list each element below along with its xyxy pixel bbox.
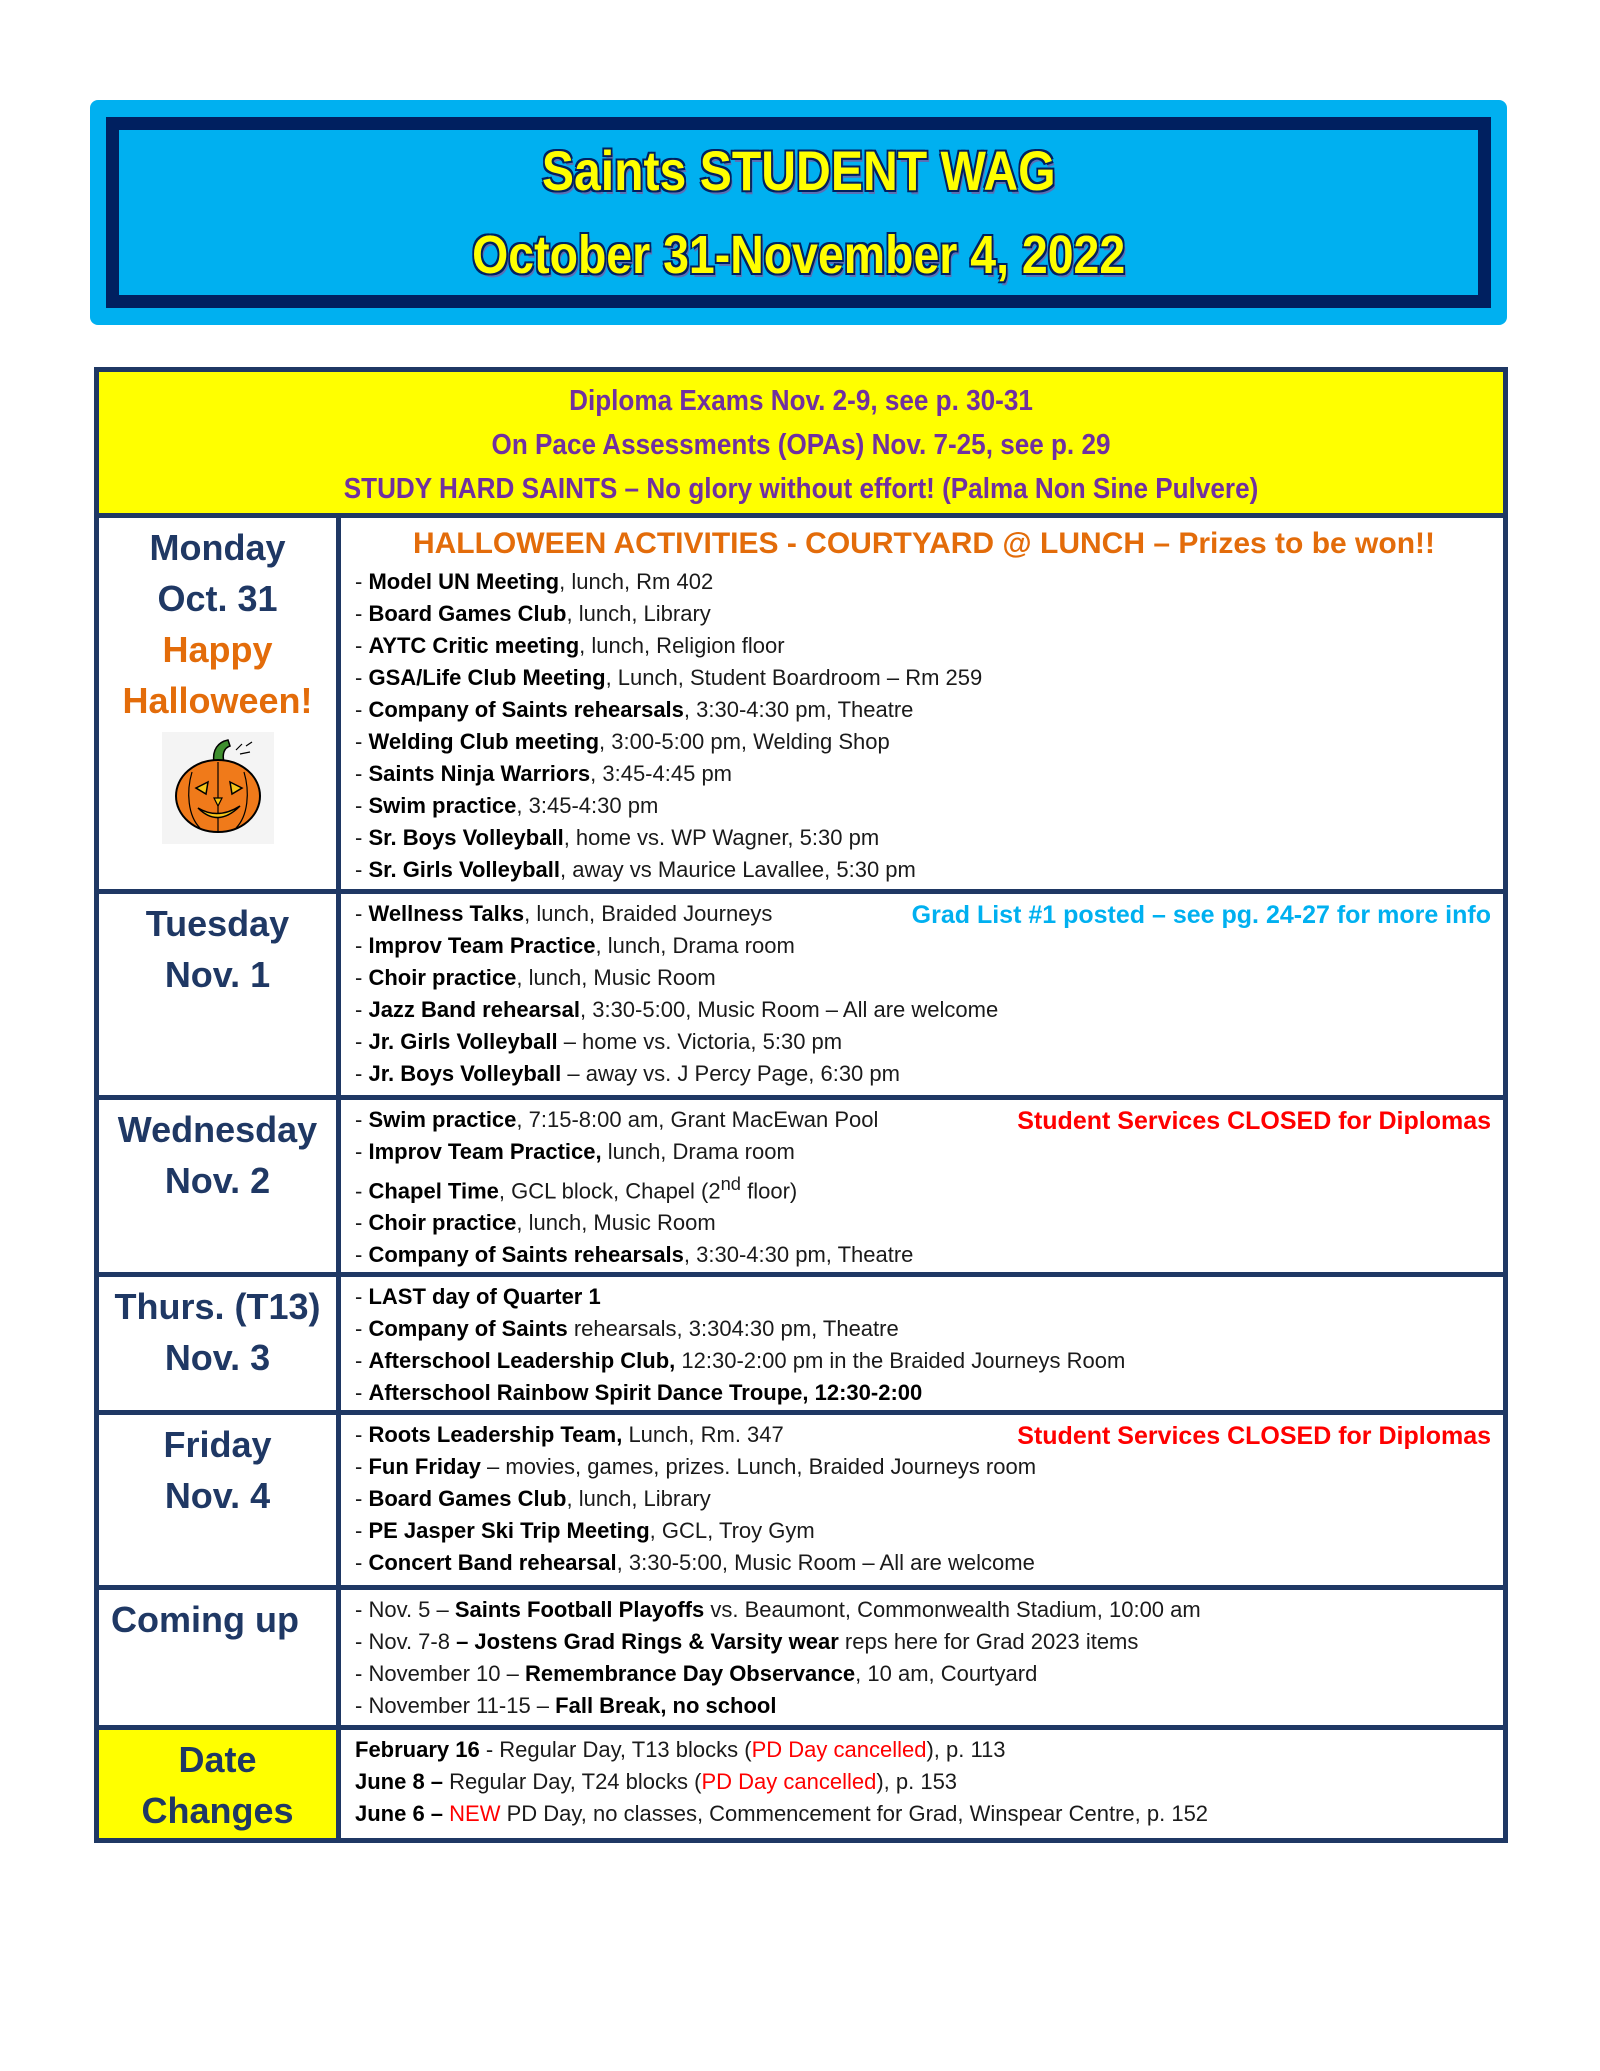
label-changes: Changes xyxy=(141,1790,294,1831)
list-item: - GSA/Life Club Meeting, Lunch, Student Boardroom – Rm 259 xyxy=(355,665,983,690)
list-item: - Company of Saints rehearsals, 3:30-4:30 pm, Theatre xyxy=(355,1242,914,1268)
list-item: - Afterschool Rainbow Spirit Dance Troupe, 12:30-2:00 xyxy=(355,1380,923,1405)
day-cell-monday xyxy=(99,518,341,889)
list-item: - Board Games Club, lunch, Library xyxy=(355,1486,711,1511)
activities-tuesday xyxy=(341,894,1503,1095)
day-cell-wednesday xyxy=(99,1100,341,1272)
row-wednesday xyxy=(99,1100,1503,1277)
date-changes-list xyxy=(341,1730,1503,1838)
week-dates: October 31-November 4, 2022 xyxy=(471,224,1126,285)
list-item: - Roots Leadership Team, Lunch, Rm. 347 xyxy=(355,1422,784,1447)
list-item: - Jazz Band rehearsal, 3:30-5:00, Music Room – All are welcome xyxy=(355,997,999,1022)
greeting-halloween: Halloween! xyxy=(122,680,313,721)
list-item: - Afterschool Leadership Club, 12:30-2:00 pm in the Braided Journeys Room xyxy=(355,1348,1126,1373)
activities-friday xyxy=(341,1415,1503,1585)
day-name: Monday xyxy=(149,527,286,568)
list-item: - Improv Team Practice, lunch, Drama room xyxy=(355,933,795,958)
list-item: - Swim practice, 3:45-4:30 pm xyxy=(355,793,659,818)
list-item: - Improv Team Practice, lunch, Drama room xyxy=(355,1139,795,1164)
row-monday xyxy=(99,518,1503,894)
student-services-closed-note: Student Services CLOSED for Diplomas xyxy=(1017,1107,1491,1135)
row-thursday xyxy=(99,1277,1503,1415)
list-item: - Swim practice, 7:15-8:00 am, Grant MacEwan Pool xyxy=(355,1107,879,1132)
list-item: - Nov. 5 – Saints Football Playoffs vs. Beaumont, Commonwealth Stadium, 10:00 am xyxy=(355,1597,1201,1622)
list-item: - Company of Saints rehearsals, 3:304:30 pm, Theatre xyxy=(355,1316,899,1341)
row-tuesday xyxy=(99,894,1503,1100)
list-item: - Sr. Girls Volleyball, away vs Maurice Lavallee, 5:30 pm xyxy=(355,857,916,882)
page-title: Saints STUDENT WAG xyxy=(541,138,1056,202)
announcement-banner xyxy=(99,372,1503,518)
day-name: Friday xyxy=(163,1424,272,1465)
list-item: - Board Games Club, lunch, Library xyxy=(355,601,711,626)
list-item: - November 10 – Remembrance Day Observance, 10 am, Courtyard xyxy=(355,1661,1038,1686)
activities-wednesday xyxy=(341,1100,1503,1272)
day-name: Wednesday xyxy=(117,1109,318,1150)
banner-line-opa: On Pace Assessments (OPAs) Nov. 7-25, see p. 29 xyxy=(491,429,1111,461)
day-date: Oct. 31 xyxy=(157,578,278,619)
day-date: Nov. 4 xyxy=(164,1475,271,1516)
list-item: - AYTC Critic meeting, lunch, Religion floor xyxy=(355,633,785,658)
list-item: - Sr. Boys Volleyball, home vs. WP Wagner, 5:30 pm xyxy=(355,825,880,850)
day-cell-friday xyxy=(99,1415,341,1585)
day-name: Tuesday xyxy=(145,903,290,944)
row-friday xyxy=(99,1415,1503,1590)
halloween-headline: HALLOWEEN ACTIVITIES - COURTYARD @ LUNCH – Prizes to be won!! xyxy=(412,527,1436,560)
grad-list-note: Grad List #1 posted – see pg. 24-27 for more info xyxy=(911,901,1491,929)
list-item: - November 11-15 – Fall Break, no school xyxy=(355,1693,777,1718)
coming-up-list xyxy=(341,1590,1503,1725)
list-item: - Fun Friday – movies, games, prizes. Lunch, Braided Journeys room xyxy=(355,1454,1037,1479)
list-item: - PE Jasper Ski Trip Meeting, GCL, Troy Gym xyxy=(355,1518,815,1543)
row-date-changes xyxy=(99,1730,1503,1838)
list-item: - Saints Ninja Warriors, 3:45-4:45 pm xyxy=(355,761,733,786)
list-item: June 6 – NEW PD Day, no classes, Commencement for Grad, Winspear Centre, p. 152 xyxy=(355,1801,1209,1826)
day-date: Nov. 1 xyxy=(164,954,271,995)
date-changes-label xyxy=(99,1730,341,1838)
list-item: - LAST day of Quarter 1 xyxy=(355,1284,601,1309)
greeting-happy: Happy xyxy=(162,629,273,670)
schedule-table xyxy=(94,367,1508,1843)
activities-thursday xyxy=(341,1277,1503,1410)
pumpkin-icon xyxy=(162,732,274,844)
row-coming-up xyxy=(99,1590,1503,1730)
list-item: - Nov. 7-8 – Jostens Grad Rings & Varsity wear reps here for Grad 2023 items xyxy=(355,1629,1139,1654)
day-date: Nov. 3 xyxy=(164,1337,271,1378)
list-item: - Choir practice, lunch, Music Room xyxy=(355,1210,716,1236)
list-item: - Wellness Talks, lunch, Braided Journeys xyxy=(355,901,773,926)
banner-line-study: STUDY HARD SAINTS – No glory without effort! (Palma Non Sine Pulvere) xyxy=(343,473,1259,505)
list-item: - Company of Saints rehearsals, 3:30-4:30 pm, Theatre xyxy=(355,697,914,722)
list-item: - Model UN Meeting, lunch, Rm 402 xyxy=(355,569,714,594)
list-item: - Jr. Boys Volleyball – away vs. J Percy Page, 6:30 pm xyxy=(355,1061,900,1086)
list-item: - Welding Club meeting, 3:00-5:00 pm, Welding Shop xyxy=(355,729,890,754)
activities-monday xyxy=(341,518,1503,889)
day-date: Nov. 2 xyxy=(164,1160,271,1201)
header-frame xyxy=(106,117,1491,308)
banner-line-diploma: Diploma Exams Nov. 2-9, see p. 30-31 xyxy=(569,385,1033,417)
label-date: Date xyxy=(178,1739,257,1780)
day-cell-tuesday xyxy=(99,894,341,1095)
list-item: February 16 - Regular Day, T13 blocks (PD Day cancelled), p. 113 xyxy=(355,1737,1006,1762)
header-banner xyxy=(90,100,1507,325)
coming-up-label: Coming up xyxy=(99,1590,341,1725)
student-services-closed-note: Student Services CLOSED for Diplomas xyxy=(1017,1422,1491,1450)
list-item: - Jr. Girls Volleyball – home vs. Victoria, 5:30 pm xyxy=(355,1029,843,1054)
list-item: - Concert Band rehearsal, 3:30-5:00, Music Room – All are welcome xyxy=(355,1550,1035,1575)
list-item: - Choir practice, lunch, Music Room xyxy=(355,965,716,990)
list-item: June 8 – Regular Day, T24 blocks (PD Day cancelled), p. 153 xyxy=(355,1769,958,1794)
list-item: - Chapel Time, GCL block, Chapel (2nd floor) xyxy=(355,1173,798,1204)
day-name: Thurs. (T13) xyxy=(114,1286,321,1327)
day-cell-thursday xyxy=(99,1277,341,1410)
